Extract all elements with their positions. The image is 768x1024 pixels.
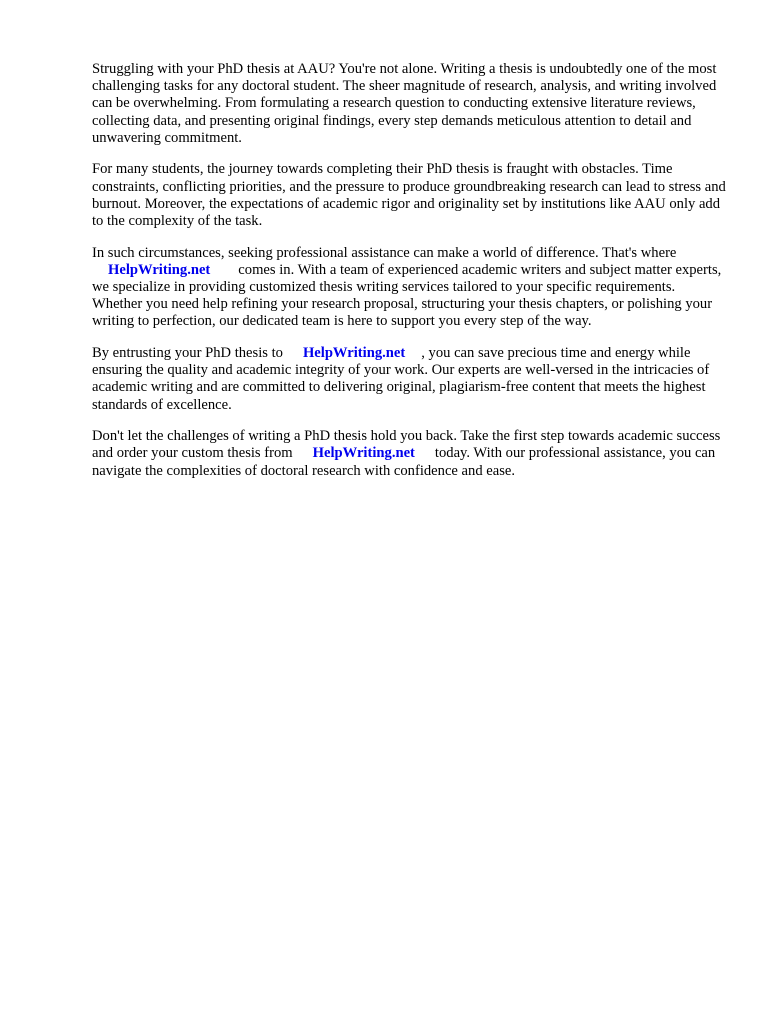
paragraph-assistance-after: comes in. With a team of experienced academic writers and subject matter experts, we specialize in providing customized thesis writing services tailored to your specific requirements. Whether you need help refining your research proposal, structuring your thesis chapters, or polishing your writing to perfection, our dedicated team is here to support you every step of the way. <box>92 261 722 330</box>
helpwriting-link[interactable]: HelpWriting.net <box>312 445 415 462</box>
helpwriting-link[interactable]: HelpWriting.net <box>108 261 211 278</box>
paragraph-intro: Struggling with your PhD thesis at AAU? You're not alone. Writing a thesis is undoubtedly one of the most challenging tasks for any doctoral student. The sheer magnitude of research, analysis, and writing involved can be overwhelming. From formulating a research question to conducting extensive literature reviews, collecting data, and presenting original findings, every step demands meticulous attention to detail and unwavering commitment. <box>92 61 717 146</box>
paragraph-closing <box>92 428 728 480</box>
paragraph-closing-after: today. With our professional assistance, you can navigate the complexities of doctoral research with confidence and ease. <box>92 445 716 479</box>
paragraph-entrusting-after: , you can save precious time and energy while ensuring the quality and academic integrity of your work. Our experts are well-versed in the intricacies of academic writing and are committed to delivering original, plagiarism-free content that meets the highest standards of excellence. <box>92 345 710 413</box>
paragraph-obstacles: For many students, the journey towards completing their PhD thesis is fraught with obstacles. Time constraints, conflicting priorities, and the pressure to produce groundbreaking research can lead to stress and burnout. Moreover, the expectations of academic rigor and originality set by institutions like AAU only add to the complexity of the task. <box>92 161 726 230</box>
paragraph-closing-before: Don't let the challenges of writing a PhD thesis hold you back. Take the first step towards academic success and order your custom thesis from <box>92 428 721 462</box>
paragraph-assistance <box>92 245 728 331</box>
document-body <box>92 61 728 494</box>
paragraph-assistance-before: In such circumstances, seeking professional assistance can make a world of difference. That's where <box>92 244 677 261</box>
paragraph-entrusting <box>92 345 728 414</box>
helpwriting-link[interactable]: HelpWriting.net <box>302 345 406 362</box>
paragraph-entrusting-before: By entrusting your PhD thesis to <box>92 345 283 362</box>
